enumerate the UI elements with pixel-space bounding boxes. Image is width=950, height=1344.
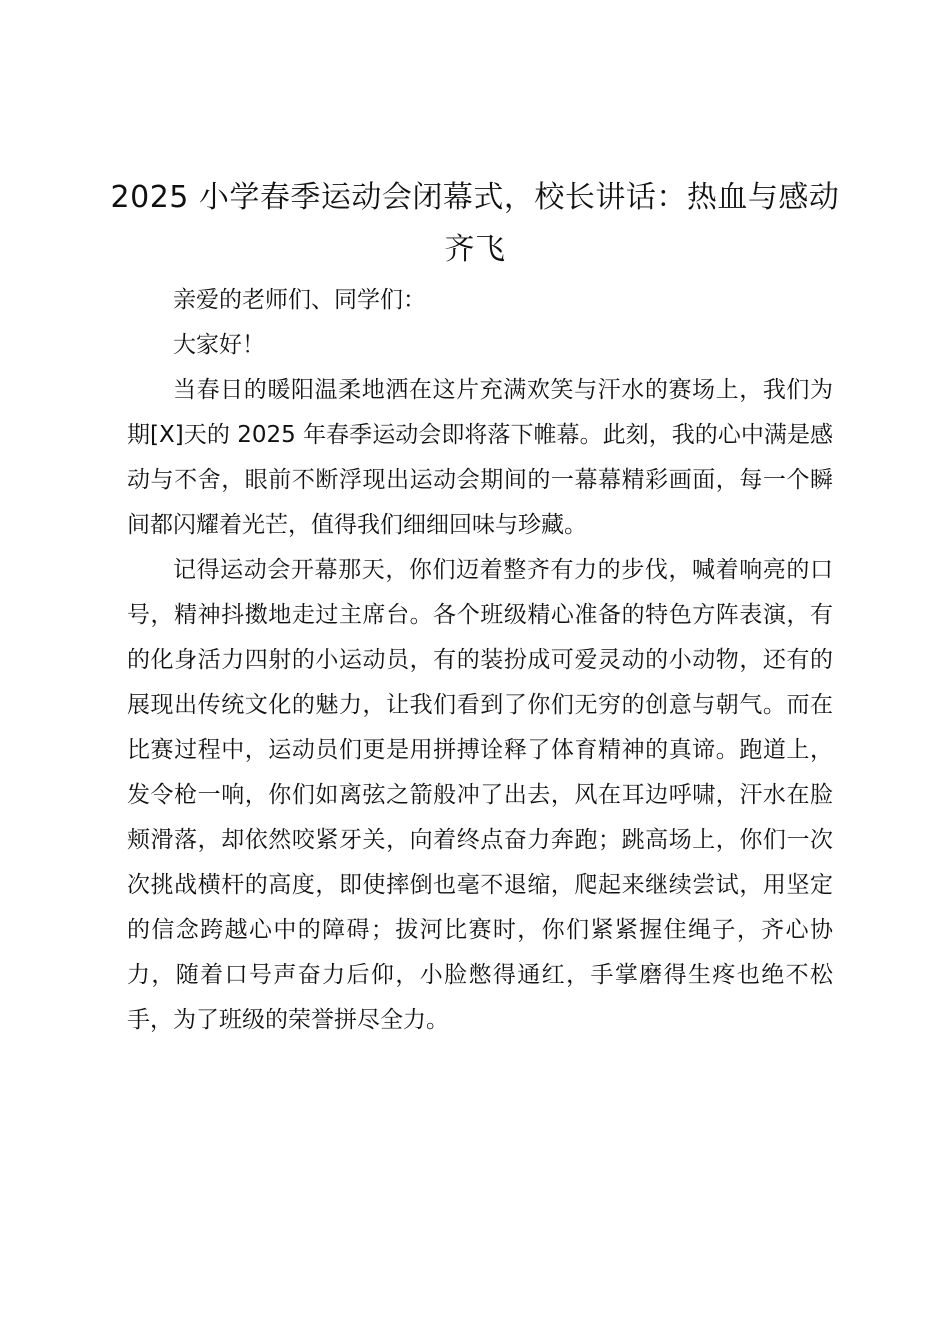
greeting: 大家好！ (173, 332, 265, 358)
document-title: 2025 小学春季运动会闭幕式，校长讲话：热血与感动齐飞 (110, 180, 840, 267)
body-paragraph: 当春日的暖阳温柔地洒在这片充满欢笑与汗水的赛场上，我们为期[X]天的 2025 年春季运动会即将落下帷幕。此刻，我的心中满是感动与不舍，眼前不断浮现出运动会期间的一幕幕精彩画面，每一个瞬间都闪耀着光芒，值得我们细细回味与珍藏。 (127, 377, 833, 538)
salutation: 亲爱的老师们、同学们： (173, 287, 426, 313)
document-body (127, 278, 833, 1043)
body-paragraph: 记得运动会开幕那天，你们迈着整齐有力的步伐，喊着响亮的口号，精神抖擞地走过主席台。各个班级精心准备的特色方阵表演，有的化身活力四射的小运动员，有的装扮成可爱灵动的小动物，还有的展现出传统文化的魅力，让我们看到了你们无穷的创意与朝气。而在比赛过程中，运动员们更是用拼搏诠释了体育精神的真谛。跑道上，发令枪一响，你们如离弦之箭般冲了出去，风在耳边呼啸，汗水在脸颊滑落，却依然咬紧牙关，向着终点奋力奔跑；跳高场上，你们一次次挑战横杆的高度，即使摔倒也毫不退缩，爬起来继续尝试，用坚定的信念跨越心中的障碍；拔河比赛时，你们紧紧握住绳子，齐心协力，随着口号声奋力后仰，小脸憋得通红，手掌磨得生疼也绝不松手，为了班级的荣誉拼尽全力。 (127, 557, 833, 1033)
